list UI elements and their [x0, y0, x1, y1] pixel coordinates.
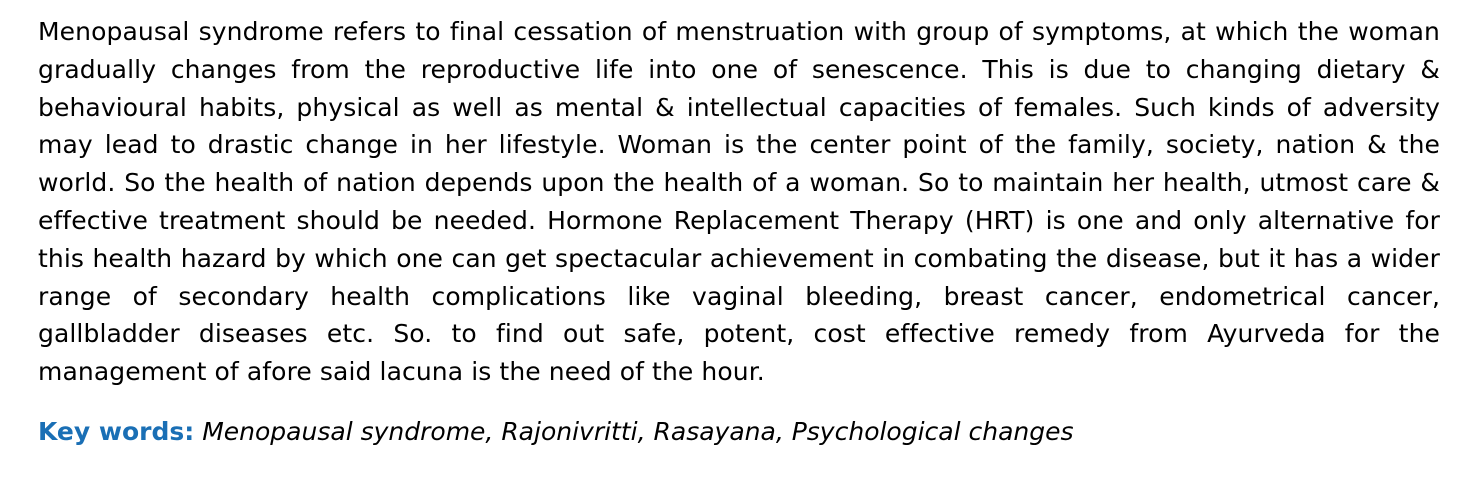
abstract-body-text: Menopausal syndrome refers to final cessation of menstruation with group of symptoms, at which the woman gradually changes from the reproductive life into one of senescence. This is due to changing dietary & behavioural habits, physical as well as mental & intellectual capacities of females. Such kinds of adversity may lead to drastic change in her lifestyle. Woman is the center point of the family, society, nation & the world. So the health of nation depends upon the health of a woman. So to maintain her health, utmost care & effective treatment should be needed. Hormone Replacement Therapy (HRT) is one and only alternative for this health hazard by which one can get spectacular achievement in combating the disease, but it has a wider range of secondary health complications like vaginal bleeding, breast cancer, endometrical cancer, gallbladder diseases etc. So. to find out safe, potent, cost effective remedy from Ayurveda for the management of afore said lacuna is the need of the hour. — [38, 17, 1440, 387]
keywords-values: Menopausal syndrome, Rajonivritti, Rasayana, Psychological changes — [202, 416, 1074, 446]
keywords-label: Key words: — [38, 416, 195, 446]
abstract-section — [38, 13, 1440, 451]
keywords-line — [38, 413, 1440, 451]
